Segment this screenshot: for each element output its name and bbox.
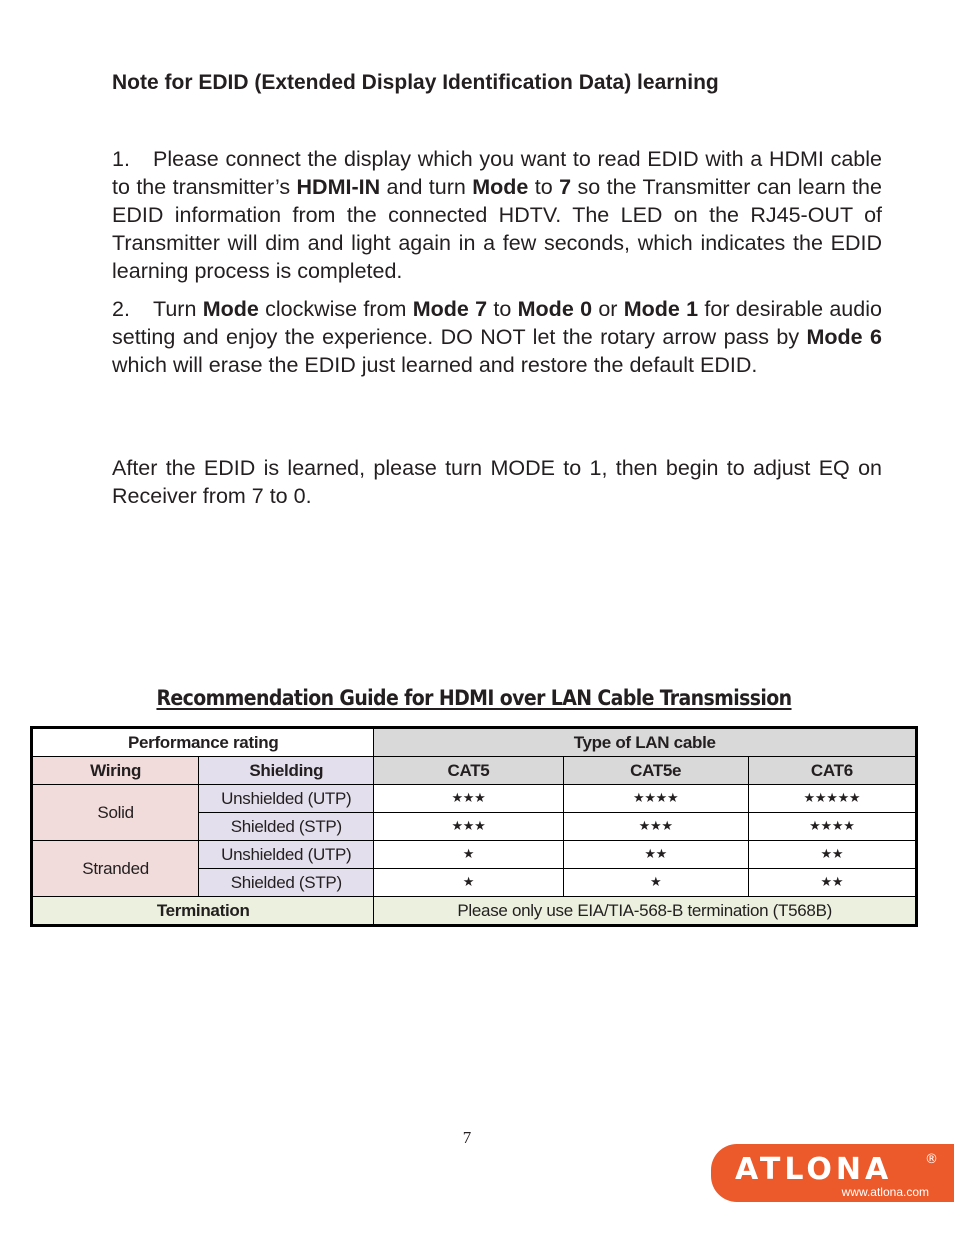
table-row	[32, 785, 917, 813]
step-1-bold: Mode	[472, 175, 529, 199]
rating-cell: ★★	[748, 841, 916, 869]
logo-url: www.atlona.com	[841, 1185, 929, 1199]
wiring-stranded-cell: Stranded	[32, 841, 199, 897]
rating-cell: ★★★	[374, 785, 563, 813]
cat5-header: CAT5	[374, 757, 563, 785]
table-title: Recommendation Guide for HDMI over LAN Cable Transmission	[156, 686, 792, 710]
logo-wordmark: ATLONA	[735, 1152, 893, 1187]
step-2-bold: Mode 0	[517, 297, 593, 321]
rating-cell: ★	[374, 869, 563, 897]
step-2-text: or	[592, 297, 624, 321]
step-2-text: to	[487, 297, 518, 321]
wiring-solid-cell: Solid	[32, 785, 199, 841]
rating-cell: ★★★	[374, 813, 563, 841]
termination-label: Termination	[32, 897, 374, 926]
step-2-text: Turn	[153, 297, 203, 321]
table-column-header-row	[32, 757, 917, 785]
rating-cell: ★★★	[563, 813, 748, 841]
shielding-cell: Unshielded (UTP)	[199, 785, 374, 813]
step-2-bold: Mode 6	[806, 325, 882, 349]
rating-cell: ★★★★★	[748, 785, 916, 813]
cat5e-header: CAT5e	[563, 757, 748, 785]
performance-rating-header: Performance rating	[32, 728, 374, 757]
step-2-text: clockwise from	[258, 297, 413, 321]
step-1-bold: 7	[559, 175, 572, 199]
page-heading: Note for EDID (Extended Display Identification Data) learning	[112, 71, 719, 94]
shielding-header: Shielding	[199, 757, 374, 785]
step-1-number: 1.	[112, 147, 130, 171]
lan-cable-type-header: Type of LAN cable	[374, 728, 917, 757]
termination-note: Please only use EIA/TIA-568-B termination (T568B)	[374, 897, 917, 926]
shielding-cell: Shielded (STP)	[199, 813, 374, 841]
step-1-text: Please connect the display which you want to read EDID with a HDMI cable to the transmitter’s	[112, 147, 882, 199]
rating-cell: ★★	[563, 841, 748, 869]
step-2-text: for desirable audio setting and enjoy the experience. DO NOT let the rotary arrow pass by	[112, 297, 882, 349]
step-1-text: so the Transmitter can learn the EDID information from the connected HDTV. The LED on the RJ45-OUT of Transmitter will dim and light again in a few seconds, which indicates the EDID learning process is completed.	[112, 175, 882, 283]
termination-row	[32, 897, 917, 926]
table-row	[32, 841, 917, 869]
step-1-bold: HDMI-IN	[296, 175, 381, 199]
registered-mark: ®	[925, 1152, 938, 1167]
shielding-cell: Shielded (STP)	[199, 869, 374, 897]
shielding-cell: Unshielded (UTP)	[199, 841, 374, 869]
table-header-row	[32, 728, 917, 757]
cable-recommendation-table	[30, 726, 918, 927]
step-1-text: and turn	[380, 175, 473, 199]
after-note-paragraph: After the EDID is learned, please turn MODE to 1, then begin to adjust EQ on Receiver from 7 to 0.	[112, 456, 882, 508]
step-2-text: which will erase the EDID just learned and restore the default EDID.	[112, 353, 758, 377]
step-2-bold: Mode 7	[412, 297, 488, 321]
rating-cell: ★★★★	[748, 813, 916, 841]
rating-cell: ★	[563, 869, 748, 897]
rating-cell: ★	[374, 841, 563, 869]
wiring-header: Wiring	[32, 757, 199, 785]
step-2-paragraph	[112, 295, 882, 379]
atlona-logo	[711, 1144, 954, 1202]
step-2-bold: Mode	[202, 297, 259, 321]
step-2-number: 2.	[112, 297, 130, 321]
step-1-paragraph	[112, 145, 882, 285]
page-number: 7	[462, 1128, 472, 1147]
step-1-text: to	[528, 175, 560, 199]
rating-cell: ★★	[748, 869, 916, 897]
cat6-header: CAT6	[748, 757, 916, 785]
step-2-bold: Mode 1	[623, 297, 699, 321]
rating-cell: ★★★★	[563, 785, 748, 813]
